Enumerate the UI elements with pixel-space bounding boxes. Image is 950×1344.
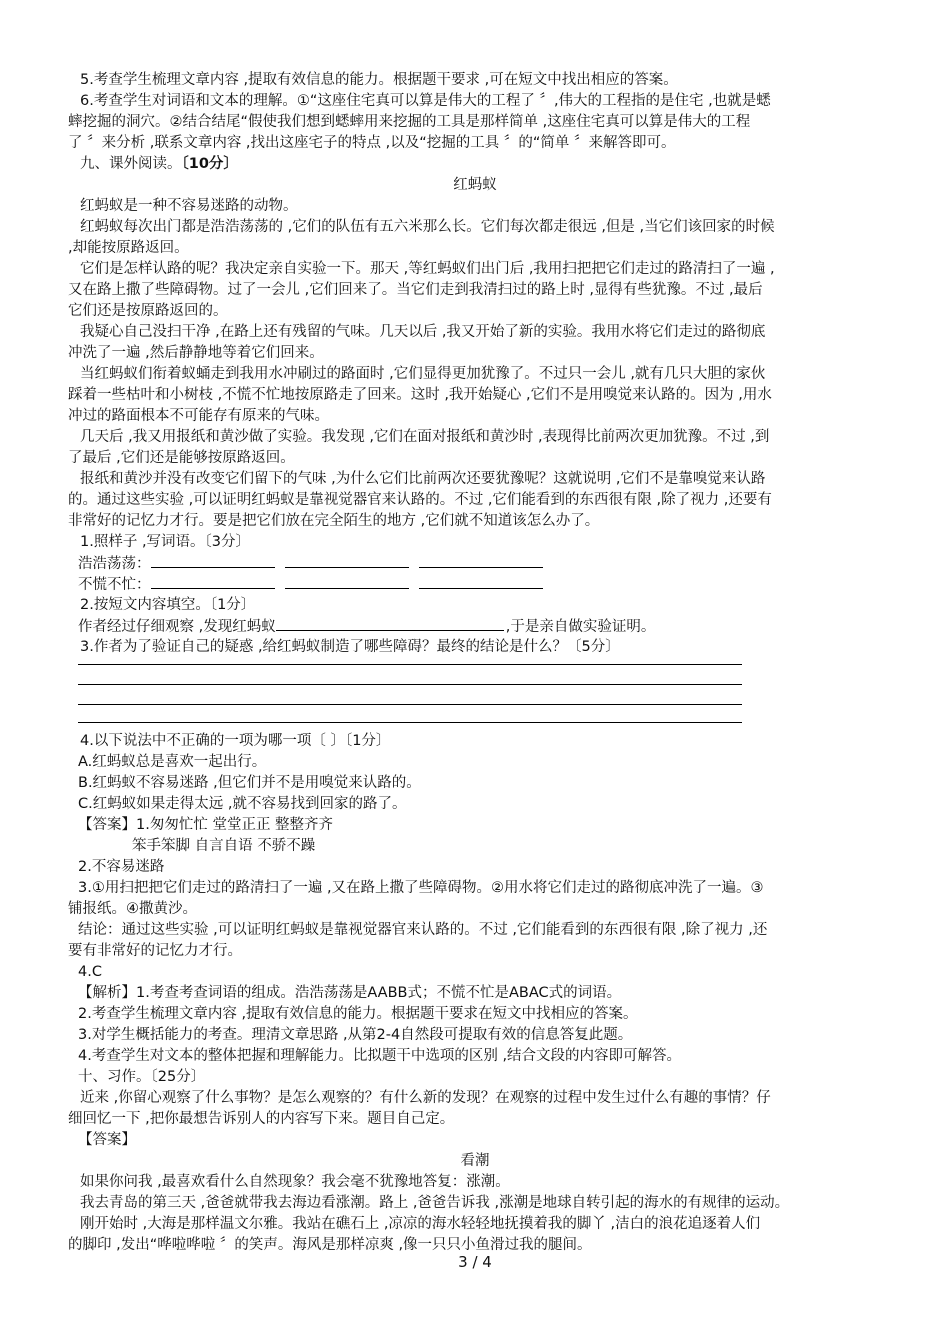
text-line: 蟀挖掘的洞穴。②结合结尾“假使我们想到蟋蟀用来挖掘的工具是那样简单 ,这座住宅真可以算是伟大的工程: [68, 114, 751, 130]
answer-text: 4.C: [78, 964, 102, 980]
text-line: 它们是怎样认路的呢？我决定亲自实验一下。那天 ,等红蚂蚁们出门后 ,我用扫把把它们走过的路清扫了一遍 ,: [80, 261, 775, 277]
story-title: 红蚂蚁: [453, 177, 497, 193]
option-b: B.红蚂蚁不容易迷路 ,但它们并不是用嗅觉来认路的。: [78, 775, 421, 791]
analysis-text: 4.考查学生对文本的整体把握和理解能力。比拟题干中选项的区别 ,结合文段的内容即可解答。: [78, 1048, 682, 1064]
text-line: 刚开始时 ,大海是那样温文尔雅。我站在礁石上 ,凉凉的海水轻轻地抚摸着我的脚丫 ,洁白的浪花追逐着人们: [80, 1216, 761, 1232]
text-line: 非常好的记忆力才行。要是把它们放在完全陌生的地方 ,它们就不知道该怎么办了。: [68, 513, 600, 529]
question-2a-suffix: ,于是亲自做实验证明。: [505, 619, 656, 635]
question-3: 3.作者为了验证自己的疑惑 ,给红蚂蚁制造了哪些障碍？最终的结论是什么？〔5分〕: [80, 639, 620, 655]
answer-text: 铺报纸。④撒黄沙。: [68, 901, 197, 917]
text-line: 报纸和黄沙并没有改变它们留下的气味 ,为什么它们比前两次还要犹豫呢？这就说明 ,它们不是靠嗅觉来认路: [80, 471, 766, 487]
page-number: 3 / 4: [458, 1253, 492, 1271]
answer-text: 结论：通过这些实验 ,可以证明红蚂蚁是靠视觉器官来认路的。不过 ,它们能看到的东西很有限 ,除了视力 ,还: [78, 922, 768, 938]
question-2a-prefix: 作者经过仔细观察 ,发现红蚂蚁: [78, 619, 276, 635]
analysis-text: 3.对学生概括能力的考查。理清文章思路 ,从第2-4自然段可提取有效的信息答复此题。: [78, 1027, 633, 1043]
text-line: 我疑心自己没扫干净 ,在路上还有残留的气味。几天以后 ,我又开始了新的实验。我用水将它们走过的路彻底: [80, 324, 766, 340]
text-line: 红蚂蚁每次出门都是浩浩荡荡的 ,它们的队伍有五六米那么长。它们每次都走很远 ,但是 ,当它们该回家的时候: [80, 219, 775, 235]
question-2: 2.按短文内容填空。〔1分〕: [80, 597, 256, 613]
answer-line[interactable]: [78, 704, 742, 705]
text-line: 了最后 ,它们还是能够按原路返回。: [68, 450, 295, 466]
answer-label: 【答案】: [78, 1132, 136, 1148]
text-line: 当红蚂蚁们衔着蚁蛹走到我用水冲刷过的路面时 ,它们显得更加犹豫了。不过只一会儿 ,就有几只大胆的家伙: [80, 366, 766, 382]
section-score: 〔10分〕: [181, 156, 238, 172]
analysis-text: 【解析】1.考查考查词语的组成。浩浩荡荡是AABB式；不慌不忙是ABAC式的词语。: [78, 985, 622, 1001]
text-line: ,却能按原路返回。: [68, 240, 189, 256]
answer-blank[interactable]: [285, 574, 409, 589]
answer-text: 要有非常好的记忆力才行。: [68, 943, 242, 959]
answer-blank[interactable]: [285, 553, 409, 568]
question-2a-row: [78, 616, 898, 638]
answer-blank[interactable]: [151, 553, 275, 568]
text-line: 踩着一些枯叶和小树枝 ,不慌不忙地按原路走了回来。这时 ,我开始疑心 ,它们不是用嗅觉来认路的。因为 ,用水: [68, 387, 772, 403]
answer-blank[interactable]: [151, 574, 275, 589]
essay-title: 看潮: [460, 1153, 490, 1169]
answer-text: 2.不容易迷路: [78, 859, 165, 875]
text-line: 细回忆一下 ,把你最想告诉别人的内容写下来。题目自己定。: [68, 1111, 455, 1127]
answer-blank[interactable]: [419, 553, 543, 568]
answer-line[interactable]: [78, 684, 742, 685]
text-line: 我去青岛的第三天 ,爸爸就带我去海边看涨潮。路上 ,爸爸告诉我 ,涨潮是地球自转引起的海水的有规律的运动。: [80, 1195, 790, 1211]
text-line: 的脚印 ,发出“哗啦哗啦 〞的笑声。海风是那样凉爽 ,像一只只小鱼滑过我的腿间。: [68, 1237, 592, 1253]
text-line: 红蚂蚁是一种不容易迷路的动物。: [80, 198, 298, 214]
answer-text: 3.①用扫把把它们走过的路清扫了一遍 ,又在路上撒了些障碍物。②用水将它们走过的路彻底冲洗了一遍。③: [78, 880, 764, 896]
question-1a-label: 浩浩荡荡：: [78, 556, 151, 572]
text-line: 近来 ,你留心观察了什么事物？是怎么观察的？有什么新的发现？在观察的过程中发生过什么有趣的事情？仔: [80, 1090, 771, 1106]
answer-text: 笨手笨脚 自言自语 不骄不躁: [132, 838, 316, 854]
text-line: 几天后 ,我又用报纸和黄沙做了实验。我发现 ,它们在面对报纸和黄沙时 ,表现得比前两次更加犹豫。不过 ,到: [80, 429, 770, 445]
text-line: 6.考查学生对词语和文本的理解。①“这座住宅真可以算是伟大的工程了 〞,伟大的工程指的是住宅 ,也就是蟋: [80, 93, 771, 109]
analysis-text: 2.考查学生梳理文章内容 ,提取有效信息的能力。根据题干要求在短文中找相应的答案。: [78, 1006, 638, 1022]
question-1: 1.照样子 ,写词语。〔3分〕: [80, 534, 251, 550]
text-line: 如果你问我 ,最喜欢看什么自然现象？我会毫不犹豫地答复：涨潮。: [80, 1174, 510, 1190]
question-1b-row: [78, 574, 898, 596]
text-line: 它们还是按原路返回的。: [68, 303, 228, 319]
answer-line[interactable]: [78, 664, 742, 665]
text-line: 又在路上撒了些障碍物。过了一会儿 ,它们回来了。当它们走到我清扫过的路上时 ,显得有些犹豫。不过 ,最后: [68, 282, 763, 298]
text-line: 的。通过这些实验 ,可以证明红蚂蚁是靠视觉器官来认路的。不过 ,它们能看到的东西很有限 ,除了视力 ,还要有: [68, 492, 772, 508]
option-a: A.红蚂蚁总是喜欢一起出行。: [78, 754, 267, 770]
text-line: 冲洗了一遍 ,然后静静地等着它们回来。: [68, 345, 324, 361]
text-line: 冲过的路面根本不可能存有原来的气味。: [68, 408, 329, 424]
question-1b-label: 不慌不忙：: [78, 577, 151, 593]
question-4: 4.以下说法中不正确的一项为哪一项〔 〕〔1分〕: [80, 733, 391, 749]
question-1a-row: [78, 553, 898, 575]
answer-line[interactable]: [78, 722, 742, 723]
answer-blank[interactable]: [276, 616, 504, 631]
option-c: C.红蚂蚁如果走得太远 ,就不容易找到回家的路了。: [78, 796, 407, 812]
text-line: 了 〞来分析 ,联系文章内容 ,找出这座宅子的特点 ,以及“挖掘的工具 〞的“简单 〞来解答即可。: [68, 135, 676, 151]
section-heading-label: 九、课外阅读。: [80, 156, 182, 172]
text-line: 5.考查学生梳理文章内容 ,提取有效信息的能力。根据题干要求 ,可在短文中找出相应的答案。: [80, 72, 678, 88]
answer-blank[interactable]: [419, 574, 543, 589]
section-heading: 十、习作。〔25分〕: [78, 1069, 206, 1085]
answer-text: 【答案】1.匆匆忙忙 堂堂正正 整整齐齐: [78, 817, 334, 833]
section-heading: [80, 154, 900, 175]
